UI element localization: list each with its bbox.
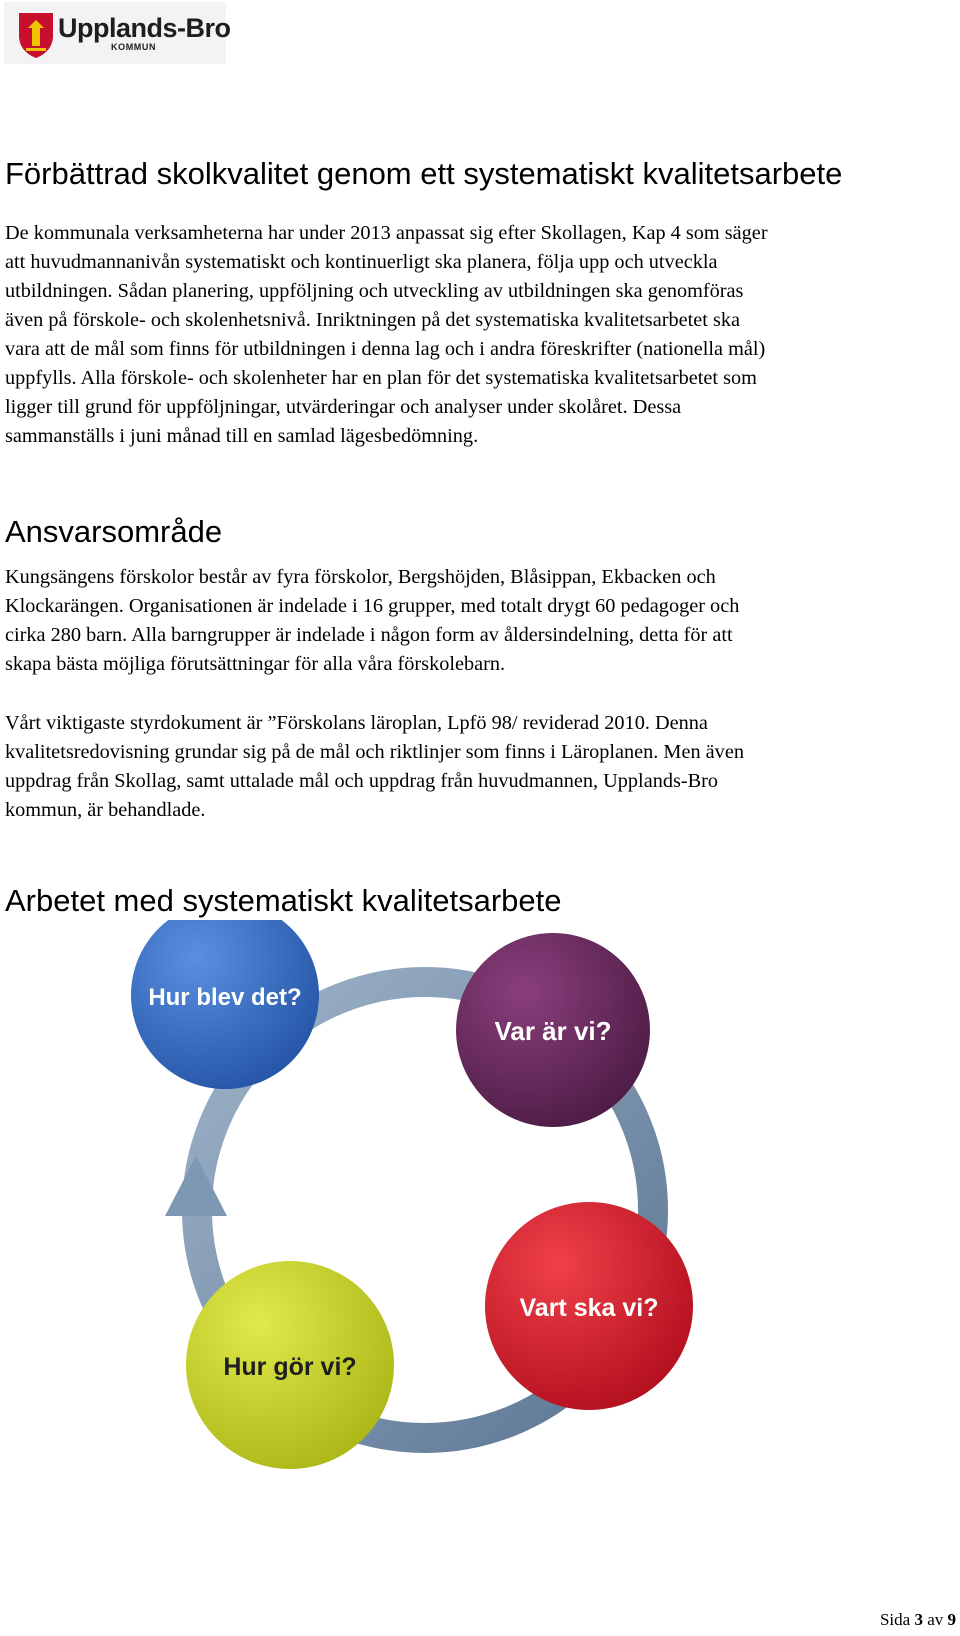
text-line: kommun, är behandlade. [5, 799, 206, 821]
cycle-node-where-are-we [456, 933, 650, 1127]
node-label: Var är vi? [494, 1016, 612, 1046]
footer-total-pages: 9 [947, 1610, 956, 1629]
text-line: sammanställs i juni månad till en samlad lägesbedömning. [5, 425, 479, 447]
footer-mid: av [927, 1610, 944, 1629]
text-line: uppdrag från Skollag, samt uttalade mål och uppdrag från huvudmannen, Upplands-Bro [5, 770, 719, 792]
footer-prefix: Sida [879, 1610, 911, 1629]
quality-cycle-diagram [125, 920, 745, 1480]
text-line: skapa bästa möjliga förutsättningar för alla våra förskolebarn. [5, 653, 506, 675]
text-line: uppfylls. Alla förskole- och skolenheter har en plan för det systematiska kvalitetsarbetet som [5, 367, 757, 389]
text-line: cirka 280 barn. Alla barngrupper är indelade i någon form av åldersindelning, detta för att [5, 624, 733, 646]
heading-quality: Förbättrad skolkvalitet genom ett systematiskt kvalitetsarbete [5, 156, 843, 191]
text-line: kvalitetsredovisning grundar sig på de mål och riktlinjer som finns i Läroplanen. Men även [5, 741, 744, 763]
logo-name: Upplands-Bro [58, 13, 231, 43]
heading-work: Arbetet med systematiskt kvalitetsarbete [5, 883, 562, 918]
text-line: utbildningen. Sådan planering, uppföljning och utveckling av utbildningen ska genomföras [5, 280, 744, 302]
node-label: Vart ska vi? [519, 1294, 659, 1322]
heading-responsibility: Ansvarsområde [5, 514, 223, 549]
node-label: Hur blev det? [148, 984, 302, 1011]
cycle-arrow-icon [165, 1156, 227, 1216]
text-line: Klockarängen. Organisationen är indelade i 16 grupper, med totalt drygt 60 pedagoger och [5, 595, 740, 617]
text-line: Kungsängens förskolor består av fyra förskolor, Bergshöjden, Blåsippan, Ekbacken och [5, 566, 716, 588]
footer-page-number: 3 [914, 1610, 923, 1629]
logo-subtitle: KOMMUN [111, 42, 157, 52]
paragraph-responsibility-1 [5, 563, 960, 679]
cycle-node-how-did-it-go [131, 920, 319, 1089]
coat-of-arms-icon [16, 10, 56, 60]
text-line: ligger till grund för uppföljningar, utvärderingar och analyser under skolåret. Dessa [5, 396, 682, 418]
text-line: Vårt viktigaste styrdokument är ”Förskolans läroplan, Lpfö 98/ reviderad 2010. Denna [5, 712, 708, 734]
paragraph-quality [5, 219, 960, 451]
cycle-node-where-going [485, 1202, 693, 1410]
text-line: vara att de mål som finns för utbildningen i denna lag och i andra föreskrifter (nationella mål) [5, 338, 766, 360]
text-line: även på förskole- och skolenhetsnivå. Inriktningen på det systematiska kvalitetsarbetet ska [5, 309, 740, 331]
paragraph-responsibility-2 [5, 709, 960, 825]
cycle-node-how-do-we [186, 1261, 394, 1469]
municipality-logo [4, 2, 231, 64]
text-line: att huvudmannanivån systematiskt och kontinuerligt ska planera, följa upp och utveckla [5, 251, 718, 273]
page-footer [880, 1610, 956, 1630]
text-line: De kommunala verksamheterna har under 2013 anpassat sig efter Skollagen, Kap 4 som säger [5, 222, 768, 244]
node-label: Hur gör vi? [223, 1353, 357, 1381]
